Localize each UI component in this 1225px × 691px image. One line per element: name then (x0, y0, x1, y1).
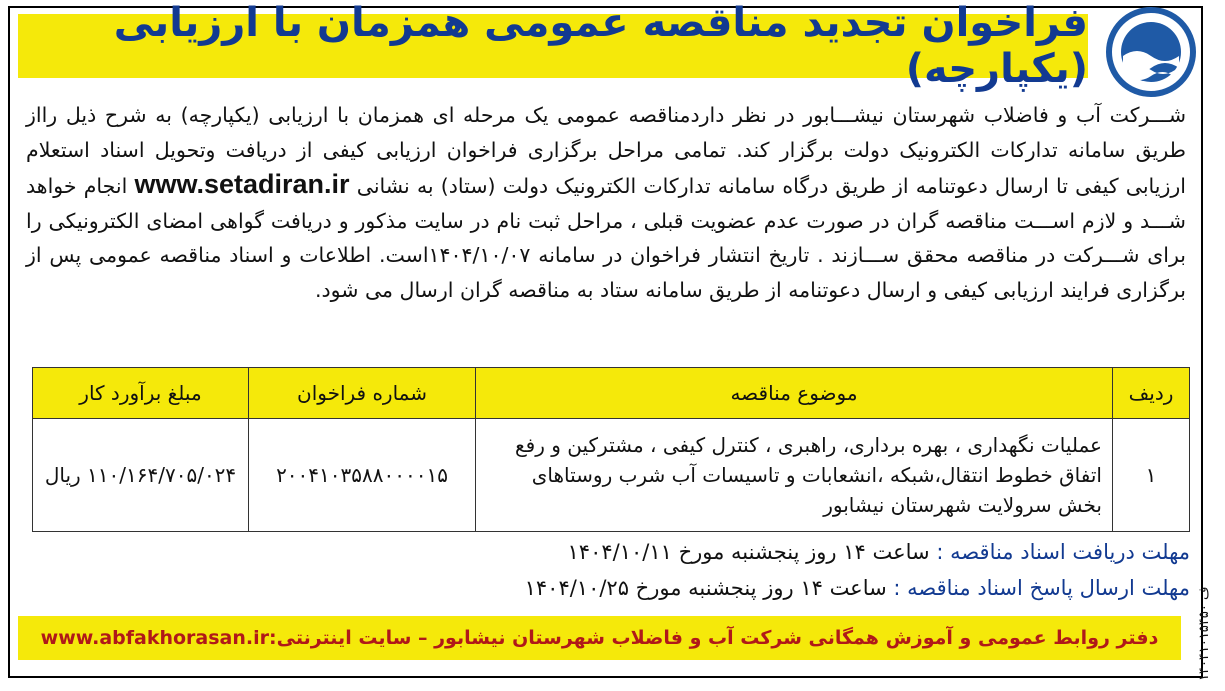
cell-estimate: ۱۱۰/۱۶۴/۷۰۵/۰۲۴ ریال (33, 419, 249, 532)
setad-url-link[interactable]: www.setadiran.ir (134, 169, 350, 199)
tender-table (32, 367, 1190, 532)
page-title: فراخوان تجدید مناقصه عمومی همزمان با ارزیابی (یکپارچه) (113, 0, 1088, 92)
side-code: ۱۴۰۴۱۰۱۵۴۵۰ ف (1197, 586, 1212, 682)
footer-banner (18, 616, 1181, 660)
deadline-submit-value: ساعت ۱۴ روز پنجشنبه مورخ ۱۴۰۴/۱۰/۲۵ (524, 576, 887, 600)
deadline-submit-label: مهلت ارسال پاسخ اسناد مناقصه : (893, 576, 1190, 600)
title-banner (18, 0, 1088, 92)
table-row (33, 419, 1190, 532)
footer-text: دفتر روابط عمومی و آموزش همگانی شرکت آب و فاضلاب شهرستان نیشابور – سایت اینترنتی:www.abfakhorasan.ir (40, 627, 1159, 649)
table-header-row (33, 368, 1190, 419)
cell-row-number: ۱ (1113, 419, 1190, 532)
header-subject: موضوع مناقصه (476, 368, 1113, 419)
deadline-receive-value: ساعت ۱۴ روز پنجشنبه مورخ ۱۴۰۴/۱۰/۱۱ (567, 540, 930, 564)
cell-subject: عملیات نگهداری ، بهره برداری، راهبری ، کنترل کیفی ، مشترکین و رفع اتفاق خطوط انتقال،شبکه ،انشعابات و تاسیسات آب شرب روستاهای بخش سرولایت شهرستان نیشابور (476, 419, 1113, 532)
deadline-submit (480, 576, 1190, 600)
deadline-receive (480, 540, 1190, 564)
header-row-number: ردیف (1113, 368, 1190, 419)
water-company-logo-icon (1105, 6, 1197, 98)
notice-body (26, 98, 1186, 307)
header-call-number: شماره فراخوان (249, 368, 476, 419)
body-text-part-2: انجام خواهد شـــد و لازم اســـت مناقصه گران در صورت عدم عضویت قبلی ، مراحل ثبت نام در سایت مذکور و دریافت گواهی امضای الکترونیکی را برای شـــرکت در مناقصه محقق ســـازند . تاریخ انتشار فراخوان در سامانه ۱۴۰۴/۱۰/۰۷است. اطلاعات و اسناد مناقصه عمومی پس از برگزاری فرایند ارزیابی کیفی و ارسال دعوتنامه از طریق سامانه ستاد به مناقصه گران ارسال می شود. (26, 174, 1186, 302)
deadline-receive-label: مهلت دریافت اسناد مناقصه : (936, 540, 1190, 564)
header-estimate: مبلغ برآورد کار (33, 368, 249, 419)
cell-call-number: ۲۰۰۴۱۰۳۵۸۸۰۰۰۰۱۵ (249, 419, 476, 532)
body-text-part-1: شـــرکت آب و فاضلاب شهرستان نیشـــابور در نظر داردمناقصه عمومی یک مرحله ای همزمان با ارزیابی (یکپارچه) به شرح ذیل رااز طریق سامانه تدارکات الکترونیک دولت برگزار کند. تمامی مراحل برگزاری فراخوان ارزیابی کیفی از دریافت وتحویل اسناد استعلام ارزیابی کیفی تا ارسال دعوتنامه از طریق درگاه سامانه تدارکات الکترونیک دولت (ستاد) به نشانی (26, 103, 1186, 198)
